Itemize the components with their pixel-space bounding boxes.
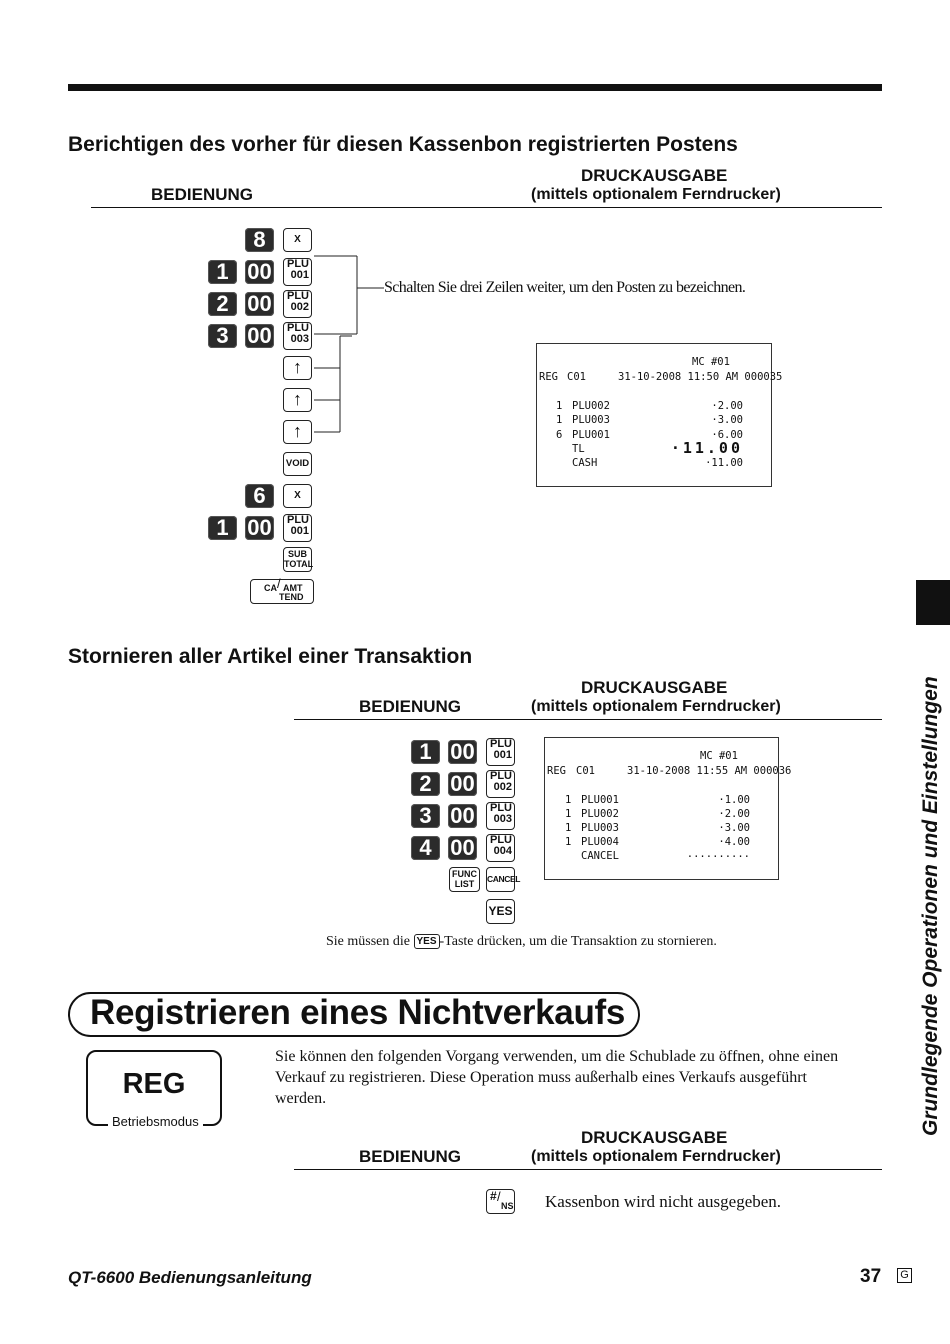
plu-code: 004 (493, 845, 512, 857)
receipt-2 (544, 737, 792, 880)
item-name: PLU002 (581, 808, 619, 820)
ns-text: NS (501, 1201, 514, 1211)
receipt-datetime: 31-10-2008 11:50 AM 000035 (618, 371, 783, 383)
key-multiply[interactable]: X (283, 484, 312, 508)
item-qty: 1 (565, 822, 572, 834)
ca-text: CA (264, 583, 277, 593)
key-00[interactable]: 00 (245, 324, 274, 348)
key-8[interactable]: 8 (245, 228, 274, 252)
section3-header-rule (294, 1169, 882, 1170)
receipt-1 (536, 343, 783, 487)
key-ca-amt-tend[interactable] (250, 576, 314, 604)
item-qty: 1 (565, 794, 572, 806)
plu-label: PLU (287, 290, 309, 302)
key-receipt-feed-arrow-up[interactable]: ↑ (283, 388, 312, 412)
section3-result: Kassenbon wird nicht ausgegeben. (545, 1192, 782, 1211)
plu-code: 001 (290, 269, 309, 281)
plu-label: PLU (287, 322, 309, 334)
key-plu-001[interactable] (283, 258, 312, 286)
item-amount: ·3.00 (718, 822, 750, 834)
key-2[interactable]: 2 (208, 292, 237, 316)
section3-title: Registrieren eines Nichtverkaufs (90, 993, 626, 1032)
receipt-machine: MC #01 (700, 750, 738, 762)
item-name: PLU001 (572, 429, 610, 441)
amt-text: AMT (283, 583, 303, 593)
item-name: PLU002 (572, 400, 610, 412)
key-no-sale[interactable] (486, 1189, 515, 1214)
plu-code: 002 (290, 301, 309, 313)
receipt-datetime: 31-10-2008 11:55 AM 000036 (627, 765, 792, 777)
item-name: PLU004 (581, 836, 619, 848)
plu-label: PLU (490, 802, 512, 814)
item-amount: ·6.00 (711, 429, 743, 441)
section2-note (326, 934, 717, 950)
receipt-clerk: C01 (576, 765, 595, 777)
receipt-mode: REG (539, 371, 558, 383)
key-1[interactable]: 1 (411, 740, 440, 764)
plu-label: PLU (490, 834, 512, 846)
item-amount: ·4.00 (718, 836, 750, 848)
top-rule (68, 84, 882, 91)
key-00[interactable]: 00 (245, 516, 274, 540)
key-plu-001[interactable] (283, 514, 312, 542)
section1-print-sub: (mittels optionalem Ferndrucker) (531, 186, 781, 203)
section3-op-label: BEDIENUNG (359, 1147, 462, 1166)
item-qty: 6 (556, 429, 563, 441)
section2-op-label: BEDIENUNG (359, 697, 462, 716)
key-yes[interactable]: YES (486, 899, 515, 924)
section2-header-rule (294, 719, 882, 720)
item-qty: 1 (556, 414, 563, 426)
description-line: werden. (275, 1090, 327, 1107)
key-3[interactable]: 3 (411, 804, 440, 828)
receipt-clerk: C01 (567, 371, 586, 383)
key-00[interactable]: 00 (448, 740, 477, 764)
section1-op-label: BEDIENUNG (151, 185, 254, 204)
plu-label: PLU (490, 738, 512, 750)
item-qty: 1 (565, 836, 572, 848)
item-name: PLU001 (581, 794, 619, 806)
key-1[interactable]: 1 (208, 260, 237, 284)
note-text-before: Sie müssen die (326, 934, 410, 949)
tend-text: TEND (279, 592, 304, 602)
cash-amount: ·11.00 (705, 457, 743, 469)
key-plu-001[interactable] (486, 738, 515, 766)
total-amount: ·11.00 (670, 439, 743, 457)
slash-glyph: / (277, 576, 281, 591)
key-receipt-feed-arrow-up[interactable]: ↑ (283, 356, 312, 380)
key-void[interactable]: VOID (283, 452, 312, 476)
plu-code: 002 (493, 781, 512, 793)
description-line: Sie können den folgenden Vorgang verwenden, um die Schublade zu öffnen, ohne einen (275, 1048, 839, 1065)
list-text: LIST (454, 879, 475, 889)
key-00[interactable]: 00 (245, 260, 274, 284)
plu-code: 003 (290, 333, 309, 345)
item-amount: ·1.00 (718, 794, 750, 806)
key-plu-003[interactable] (486, 802, 515, 830)
key-receipt-feed-arrow-up[interactable]: ↑ (283, 420, 312, 444)
item-amount: ·2.00 (711, 400, 743, 412)
item-qty: 1 (556, 400, 563, 412)
section1-title: Berichtigen des vorher für diesen Kassenbon registrierten Postens (68, 133, 738, 156)
key-plu-003[interactable] (283, 322, 312, 350)
section1-print-label: DRUCKAUSGABE (581, 166, 728, 185)
cancel-amount: .......... (686, 848, 750, 860)
receipt-machine: MC #01 (692, 356, 730, 368)
total-label: TL (572, 443, 585, 455)
item-amount: ·2.00 (718, 808, 750, 820)
func-text: FUNC (452, 869, 477, 879)
note-text-after: -Taste drücken, um die Transaktion zu stornieren. (439, 934, 717, 949)
plu-label: PLU (287, 514, 309, 526)
key-2[interactable]: 2 (411, 772, 440, 796)
plu-code: 001 (290, 525, 309, 537)
key-multiply[interactable]: X (283, 228, 312, 252)
section3-print-sub: (mittels optionalem Ferndrucker) (531, 1148, 781, 1165)
plu-code: 001 (493, 749, 512, 761)
page-number: 37 (860, 1266, 882, 1287)
key-4[interactable]: 4 (411, 836, 440, 860)
item-qty: 1 (565, 808, 572, 820)
section3-print-label: DRUCKAUSGABE (581, 1128, 728, 1147)
subtotal-line2: TOTAL (284, 559, 314, 569)
section3-description (275, 1046, 875, 1109)
footer-manual: QT-6600 Bedienungsanleitung (68, 1268, 312, 1287)
mode-reg: REG (122, 1068, 186, 1100)
section2-print-label: DRUCKAUSGABE (581, 678, 728, 697)
key-func-list[interactable] (449, 867, 480, 892)
key-plu-002[interactable] (486, 770, 515, 798)
key-1[interactable]: 1 (208, 516, 237, 540)
cancel-label: CANCEL (581, 850, 619, 862)
section1-header-rule (91, 207, 882, 208)
key-cancel[interactable]: CANCEL (486, 867, 515, 892)
note-yes-key: YES (414, 934, 440, 949)
slash-glyph: / (497, 1189, 501, 1204)
section2-print-sub: (mittels optionalem Ferndrucker) (531, 698, 781, 715)
plu-code: 003 (493, 813, 512, 825)
language-badge: G (897, 1268, 912, 1283)
key-00[interactable]: 00 (448, 772, 477, 796)
item-amount: ·3.00 (711, 414, 743, 426)
plu-label: PLU (490, 770, 512, 782)
item-name: PLU003 (581, 822, 619, 834)
key-subtotal[interactable] (283, 547, 312, 572)
mode-label: Betriebsmodus (108, 1114, 203, 1129)
section1-annotation: Schalten Sie drei Zeilen weiter, um den Posten zu bezeichnen. (384, 279, 746, 296)
key-3[interactable]: 3 (208, 324, 237, 348)
hash-glyph: # (490, 1189, 497, 1203)
key-00[interactable]: 00 (245, 292, 274, 316)
side-tab-marker (916, 580, 950, 625)
key-00[interactable]: 00 (448, 804, 477, 828)
key-plu-002[interactable] (283, 290, 312, 318)
subtotal-line1: SUB (287, 549, 307, 559)
receipt-mode: REG (547, 765, 566, 777)
plu-label: PLU (287, 258, 309, 270)
side-tab-text: Grundlegende Operationen und Einstellungen (919, 676, 942, 1136)
item-name: PLU003 (572, 414, 610, 426)
key-00[interactable]: 00 (448, 836, 477, 860)
bracket-lines (310, 250, 390, 440)
description-line: Verkauf zu registrieren. Diese Operation muss außerhalb eines Verkaufs ausgeführt (275, 1069, 807, 1086)
section2-title: Stornieren aller Artikel einer Transaktion (68, 645, 473, 668)
key-6[interactable]: 6 (245, 484, 274, 508)
cash-label: CASH (572, 457, 598, 469)
key-plu-004[interactable] (486, 834, 515, 862)
